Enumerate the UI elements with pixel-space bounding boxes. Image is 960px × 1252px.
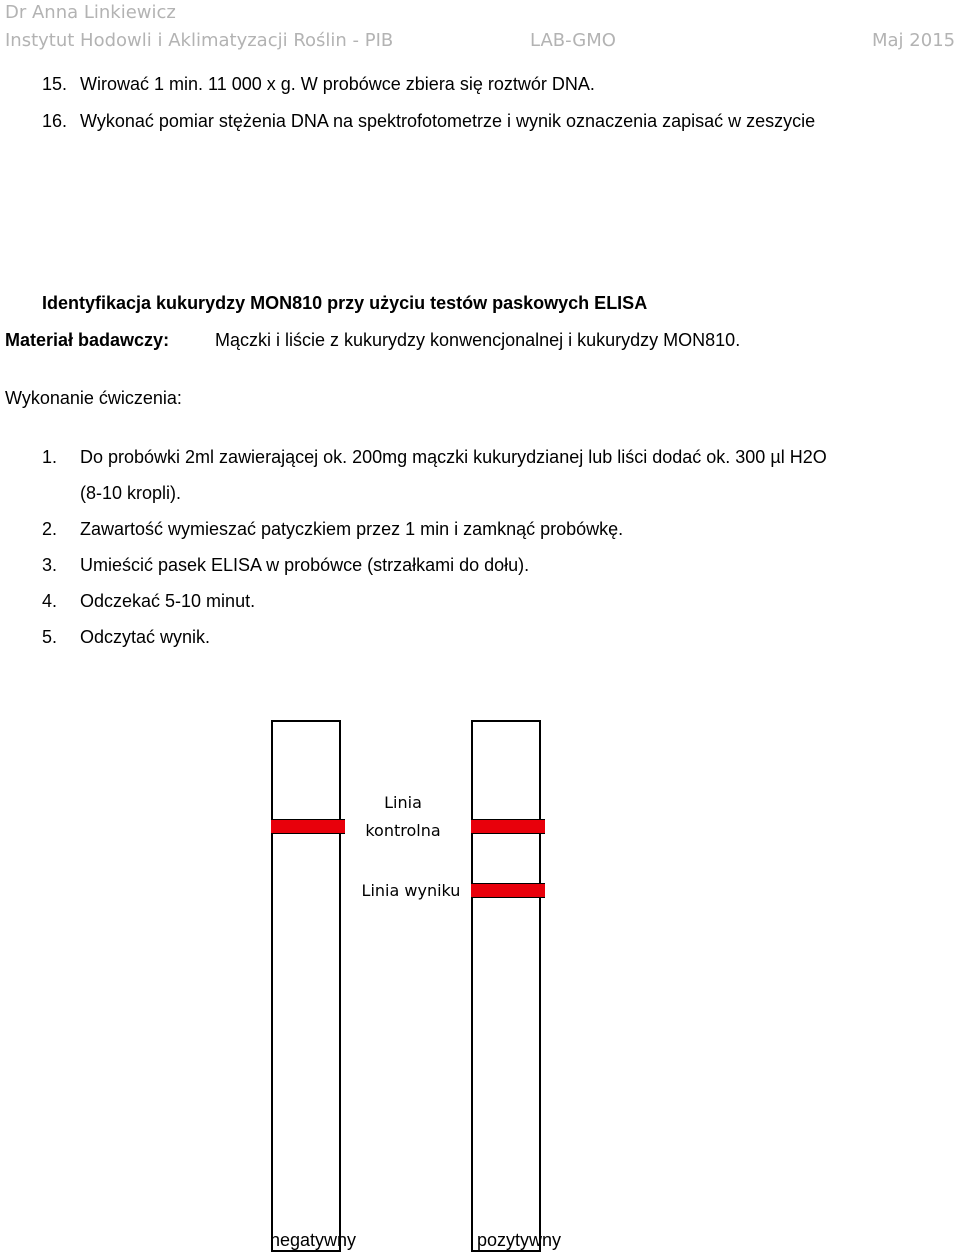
header-institute: Instytut Hodowli i Aklimatyzacji Roślin - PIB	[5, 30, 394, 51]
procedure-label: Wykonanie ćwiczenia:	[5, 388, 182, 408]
section-title: Identyfikacja kukurydzy MON810 przy użyciu testów paskowych ELISA	[42, 293, 648, 313]
step-text: Zawartość wymieszać patyczkiem przez 1 min i zamknąć probówkę.	[80, 519, 624, 539]
step-number: 2.	[42, 519, 58, 539]
control-line-label-1: Linia	[384, 793, 422, 812]
control-line-label-2: kontrolna	[365, 821, 441, 840]
result-line-label: Linia wyniku	[361, 881, 461, 900]
step-number: 1.	[42, 447, 58, 467]
step-text: Odczekać 5-10 minut.	[80, 591, 256, 611]
step-text: Wirować 1 min. 11 000 x g. W probówce zbiera się roztwór DNA.	[80, 74, 595, 94]
step-text: Odczytać wynik.	[80, 627, 211, 647]
step-text: Do probówki 2ml zawierającej ok. 200mg mączki kukurydzianej lub liści dodać ok. 300 µl H2O	[80, 447, 827, 467]
negative-control-line	[271, 819, 345, 834]
positive-control-line	[471, 819, 545, 834]
step-number: 3.	[42, 555, 58, 575]
material-label: Materiał badawczy:	[5, 330, 170, 350]
material-text: Mączki i liście z kukurydzy konwencjonalnej i kukurydzy MON810.	[215, 330, 741, 350]
header-lab: LAB-GMO	[530, 30, 616, 51]
negative-strip	[271, 720, 341, 1252]
step-number: 15.	[42, 74, 68, 94]
step-text: Wykonać pomiar stężenia DNA na spektrofotometrze i wynik oznaczenia zapisać w zeszycie	[80, 111, 816, 131]
positive-strip	[471, 720, 541, 1252]
step-text: Umieścić pasek ELISA w probówce (strzałkami do dołu).	[80, 555, 530, 575]
step-number: 5.	[42, 627, 58, 647]
header-author: Dr Anna Linkiewicz	[5, 2, 176, 23]
positive-label: pozytywny	[477, 1230, 562, 1250]
step-number: 4.	[42, 591, 58, 611]
step-number: 16.	[42, 111, 68, 131]
step-text-continued: (8-10 kropli).	[80, 483, 182, 503]
negative-label: negatywny	[270, 1230, 357, 1250]
header-date: Maj 2015	[872, 30, 956, 51]
positive-result-line	[471, 883, 545, 898]
